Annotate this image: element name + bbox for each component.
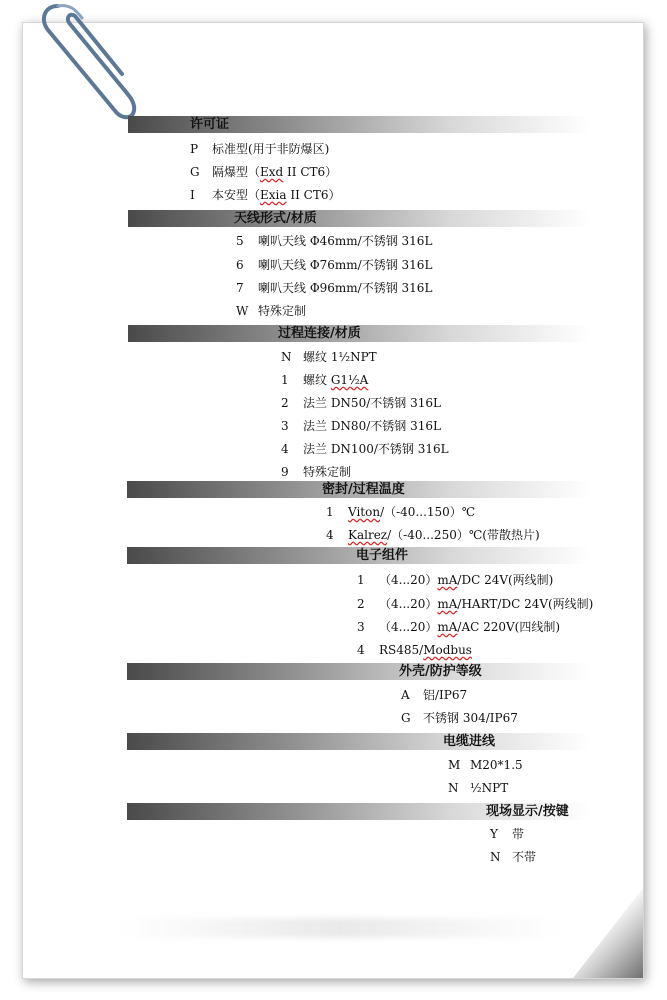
option-description: 喇叭天线 Φ96mm/不锈钢 316L	[258, 281, 433, 295]
option-row	[190, 164, 337, 180]
option-row	[281, 349, 377, 365]
section-header-bar	[127, 663, 590, 680]
option-row	[281, 441, 449, 457]
option-row	[236, 233, 432, 249]
section-title: 电缆进线	[443, 734, 496, 749]
option-row	[236, 257, 432, 273]
option-description: 喇叭天线 Φ46mm/不锈钢 316L	[258, 234, 433, 248]
option-description: （4...20）	[379, 597, 438, 611]
option-code: 9	[281, 465, 289, 479]
section-title: 过程连接/材质	[278, 326, 361, 341]
option-description: Exd	[260, 165, 284, 179]
option-row	[448, 757, 523, 773]
option-row	[401, 710, 518, 726]
option-description: 铝/IP67	[423, 688, 468, 702]
option-description: 螺纹	[303, 373, 331, 387]
option-code: M	[448, 758, 461, 772]
option-row	[281, 418, 441, 434]
option-description: II CT6）	[283, 165, 338, 179]
option-description: M20*1.5	[470, 758, 523, 772]
option-description: 本安型（	[212, 188, 261, 202]
option-code: A	[401, 688, 410, 702]
option-row	[448, 780, 508, 796]
section-header-bar	[127, 481, 590, 498]
footer-artifact	[120, 918, 560, 938]
option-description: 不带	[512, 850, 537, 864]
option-description: 带	[512, 827, 525, 841]
option-code: Y	[490, 827, 498, 841]
option-description: （4...20）	[379, 573, 438, 587]
option-description: /HART/DC 24V(两线制)	[457, 597, 594, 611]
option-code: G	[190, 165, 200, 179]
option-code: 2	[281, 396, 289, 410]
section-title: 电子组件	[356, 548, 409, 563]
option-code: I	[190, 188, 195, 202]
option-code: 7	[236, 281, 244, 295]
option-description: /（-40...250）℃(带散热片)	[387, 528, 540, 542]
section-header-bar	[127, 803, 590, 820]
option-code: 1	[281, 373, 289, 387]
section-header-bar	[127, 733, 590, 750]
option-row	[490, 826, 524, 842]
option-description: G1½A	[330, 373, 369, 387]
section-header-bar	[128, 116, 590, 133]
section-title: 外壳/防护等级	[399, 664, 482, 679]
option-code: 1	[357, 573, 365, 587]
section-title: 密封/过程温度	[322, 482, 405, 497]
option-description: /DC 24V(两线制)	[457, 573, 554, 587]
option-code: G	[401, 711, 411, 725]
option-description: Exia	[260, 188, 287, 202]
option-row	[281, 372, 368, 388]
option-row	[401, 687, 467, 703]
option-description: 喇叭天线 Φ76mm/不锈钢 316L	[258, 258, 433, 272]
option-description: （4...20）	[379, 620, 438, 634]
option-row	[357, 642, 472, 658]
option-description: II CT6）	[286, 188, 341, 202]
option-row	[357, 596, 593, 612]
option-description: 特殊定制	[258, 304, 307, 318]
option-code: W	[236, 304, 249, 318]
option-row	[190, 187, 340, 203]
option-description: 标准型(用于非防爆区)	[212, 142, 330, 156]
option-row	[326, 527, 540, 543]
option-code: 4	[357, 643, 365, 657]
paperclip-icon	[30, 0, 140, 125]
option-code: P	[190, 142, 199, 156]
option-description: 法兰 DN50/不锈钢 316L	[303, 396, 441, 410]
option-description: mA	[437, 620, 458, 634]
option-code: 4	[326, 528, 334, 542]
option-code: N	[281, 350, 292, 364]
option-row	[281, 464, 351, 480]
option-row	[281, 395, 441, 411]
option-description: 特殊定制	[303, 465, 352, 479]
option-description: Modbus	[423, 643, 472, 657]
option-description: mA	[437, 597, 458, 611]
option-description: 螺纹 1½NPT	[303, 350, 377, 364]
section-title: 许可证	[190, 117, 230, 132]
option-description: /（-40...150）℃	[380, 505, 476, 519]
option-description: ½NPT	[470, 781, 509, 795]
option-description: /AC 220V(四线制)	[457, 620, 561, 634]
option-code: 3	[281, 419, 289, 433]
option-description: 隔爆型（	[212, 165, 261, 179]
section-title: 天线形式/材质	[234, 211, 317, 226]
option-description: Viton	[348, 505, 381, 519]
option-description: RS485/	[379, 643, 424, 657]
option-description: mA	[437, 573, 458, 587]
option-row	[326, 504, 475, 520]
option-code: N	[448, 781, 459, 795]
option-code: 3	[357, 620, 365, 634]
option-code: 6	[236, 258, 244, 272]
section-title: 现场显示/按键	[486, 804, 569, 819]
option-code: 1	[326, 505, 334, 519]
section-header-bar	[128, 325, 590, 342]
option-row	[357, 572, 553, 588]
option-row	[236, 303, 306, 319]
option-row	[190, 141, 329, 157]
option-row	[357, 619, 560, 635]
section-header-bar	[127, 547, 590, 564]
option-description: 不锈钢 304/IP67	[423, 711, 518, 725]
option-code: N	[490, 850, 501, 864]
option-description: 法兰 DN100/不锈钢 316L	[303, 442, 449, 456]
section-header-bar	[128, 210, 590, 227]
option-code: 5	[236, 234, 244, 248]
option-code: 4	[281, 442, 289, 456]
option-code: 2	[357, 597, 365, 611]
option-row	[490, 849, 536, 865]
page-curl	[573, 888, 643, 978]
option-row	[236, 280, 432, 296]
option-description: Kalrez	[348, 528, 388, 542]
option-description: 法兰 DN80/不锈钢 316L	[303, 419, 441, 433]
